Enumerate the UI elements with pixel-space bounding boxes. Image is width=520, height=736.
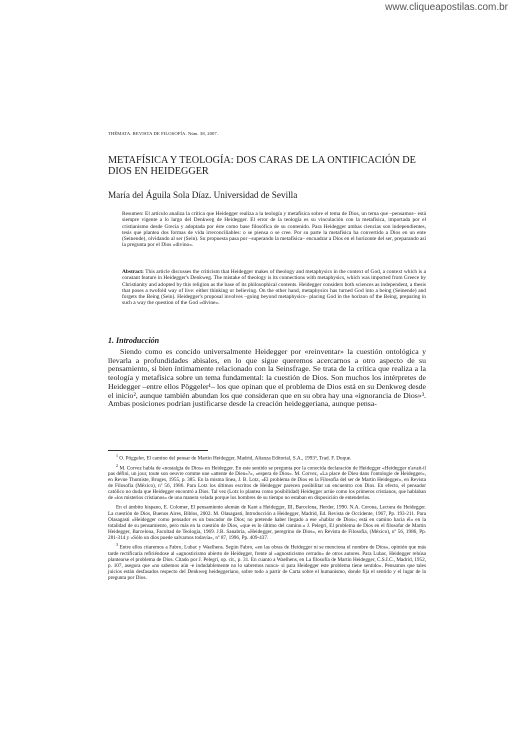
footnote-text: En el ámbito hispano, E. Colomer, El pensamiento alemán de Kant a Heidegger, III, Barcelona, Herder, 1990. N.A. Corona, Lectura de Heidegger. La cuestión de Dios, Buenos Aires, Biblos, 2002. M. Olasagasti, Introducción a Heidegger, Madrid, Ed. Revista de Occidente, 1967, Pp. 193-211. Para Olasagasti «Heidegger como pensador es un buscador de Dios; no pretende haber llegado a ese «hablar de Dios»; está en camino hacia él» en la totalidad de su pensamiento, pero más en la cuestión de Dios, «que es lo último del camino.» J. Pelegrí, El problema de Dios en el filosofar de Martin Heidegger, Barcelona, Facultad de Teología, 1969. J.R. Sanabria, «Heidegger, peregrino de Dios», en Revista de Filosofía, (México), nº 56, 1986, Pp. 281-314 y «Sólo un dios puede salvarnos todavía», nº 87, 1996, Pp. 409-437. [108, 505, 426, 542]
footnote-text: Entre ellos citaremos a Fabro, Lubac y Waelhens. Según Fabro, «en las obras de Heidegger ni se menciona el nombre de Dios», opinión que más tarde rectificaría refiriéndose al «agnosticismo abierto de Heidegger, frente al «agnosticismo cerrado» de otros autores. Para Lubac, Heidegger rehúsa plantearse el problema de Dios. Citado por J. Pelegrí, op. cit., p. 31. En cuanto a Waelhens, en La filosofía de Martin Heidegger, C.S.I.C., Madrid, 1952, p. 107, asegura que «no sabemos aún -e indudablemente no lo sabremos nunca- si para Heidegger este problema tiene sentido». Pensamos que tales juicios están desfasados respecto del Denkweg heideggeriano, sobre todo a partir de Carta sobre el humanismo, donde fija el sentido y el lugar de la pregunta por Dios. [108, 544, 426, 581]
footnote-rule [108, 450, 208, 451]
resumen-text: El artículo analiza la crítica que Heidegger realiza a la teología y metafísica sobre el tema de Dios, un tema que –pensamos– está siempre vigente a lo largo del Denkweg de Heidegger. El error de la teología es su vinculación con la metafísica, importada por el cristianismo desde Grecia y adoptada por éste como base filosófica de su contenido. Para Heidegger ambas ciencias son independientes, tesis que plantea dos formas de vida irreconciliables: o se piensa o se cree. Por su parte la metafísica ha convertido a Dios en un ente (Seinende), olvidando al ser (Sein). Su propuesta pasa por –superando la metafísica– encuadrar a Dios en el horizonte del ser, preparando así la pregunta por el Dios «divino». [122, 211, 426, 249]
section-body: Siendo como es concido universalmente Heidegger por «reinventar» la cuestión ontológica y llevarla a profundidades abisales, en lo que sigue queremos acercarnos a otro aspecto de su pensamiento, si bien íntimamente relacionado con la Seinsfrage. Se trata de la crítica que realiza a la teología y metafísica sobre un tema fundamental: la cuestión de Dios. Son muchos los intérpretes de Heidegger –entre ellos Pöggeler¹– los que opinan que el problema de Dios está en su Denkweg desde el inicio², aunque también abundan los que consideran que en su obra hay una «ignorancia de Dios»³. Ambas posiciones podrían justificarse desde la creación heideggeriana, aunque pensa- [108, 347, 426, 409]
footnote-number: 2 [116, 462, 118, 468]
abstract-text: This article discusses the criticism that Heidegger makes of theology and metaphysics in the context of God, a context which is a constant feature in Heidegger's Denkweg. The mistake of theology is its connections with metaphysics, which was imported from Greece by Christianity and adopted by this religion as the base of its philosophical contents. Heidegger considers both sciences as independent, a thesis that poses a twofold way of live: either thinking or believing. On the other hand, metaphysics has turned God into a being (Seinende) and forgets the Being (Sein). Heidegger's proposal involves –going beyond metaphysics– placing God in the horizon of the Being, preparing in such a way the question of the God «divine». [122, 269, 426, 307]
resumen-lead: Resumen: [122, 211, 144, 217]
author-line: María del Águila Sola Díaz. Universidad de Sevilla [108, 190, 298, 200]
footnote-number: 1 [116, 453, 118, 458]
footnote [108, 542, 426, 581]
journal-header: THÉMATA. REVISTA DE FILOSOFÍA. Núm. 38, 2007. [108, 131, 219, 136]
footnote-number: 3 [116, 542, 118, 548]
resumen-block [122, 211, 426, 249]
footnote-text: M. Corvez habla de «nostalgia de Dios» en Heidegger. En este sentido se pregunta por la conocida declaración de Heidegger «Heidegger n'avait-il pas défini, un jour, toute son oeuvre comme une «attente de Dieu»?», «espera de Dios». M. Corvez, «La place de Dieu dans l'ontologie de Heidegger», en Revue Thomiste, Bruges, 1955, p. 385. En la misma línea, J. B. Lotz, «El problema de Dios en la Filosofía del ser de Martin Heidegger», en Revista de Filosofía (México), nº 56, 1986. Para Lotz los últimos escritos de Heidegger parecen posibilitar un encuentro con Dios. En efecto, el pensador católico no duda que Heidegger encontró a Dios. Tal vez (Lotz lo plantea como posibilidad) Heidegger actúe como los primeros cristianos, que hablaban de «los misterios cristianos» de una manera velada porque los hombres de su tiempo no estaban en disposición de entenderlos. [108, 465, 426, 502]
paper-title: METAFÍSICA Y TEOLOGÍA: DOS CARAS DE LA ONTIFICACIÓN DE DIOS EN HEIDEGGER [108, 155, 416, 177]
section-heading: 1. Introducción [108, 336, 160, 345]
footnote-text: O. Pöggeler, El camino del pensar de Martin Heidegger, Madrid, Alianza Editorial, S.A., 1993³, Trad. F. Duque. [119, 455, 352, 462]
footnotes [108, 453, 426, 582]
site-watermark: www.cliqueapostilas.com.br [385, 2, 508, 13]
footnote [108, 502, 426, 541]
abstract-block [122, 269, 426, 307]
abstract-lead: Abstract: [122, 269, 144, 275]
footnote [108, 463, 426, 502]
footnote [108, 453, 426, 462]
